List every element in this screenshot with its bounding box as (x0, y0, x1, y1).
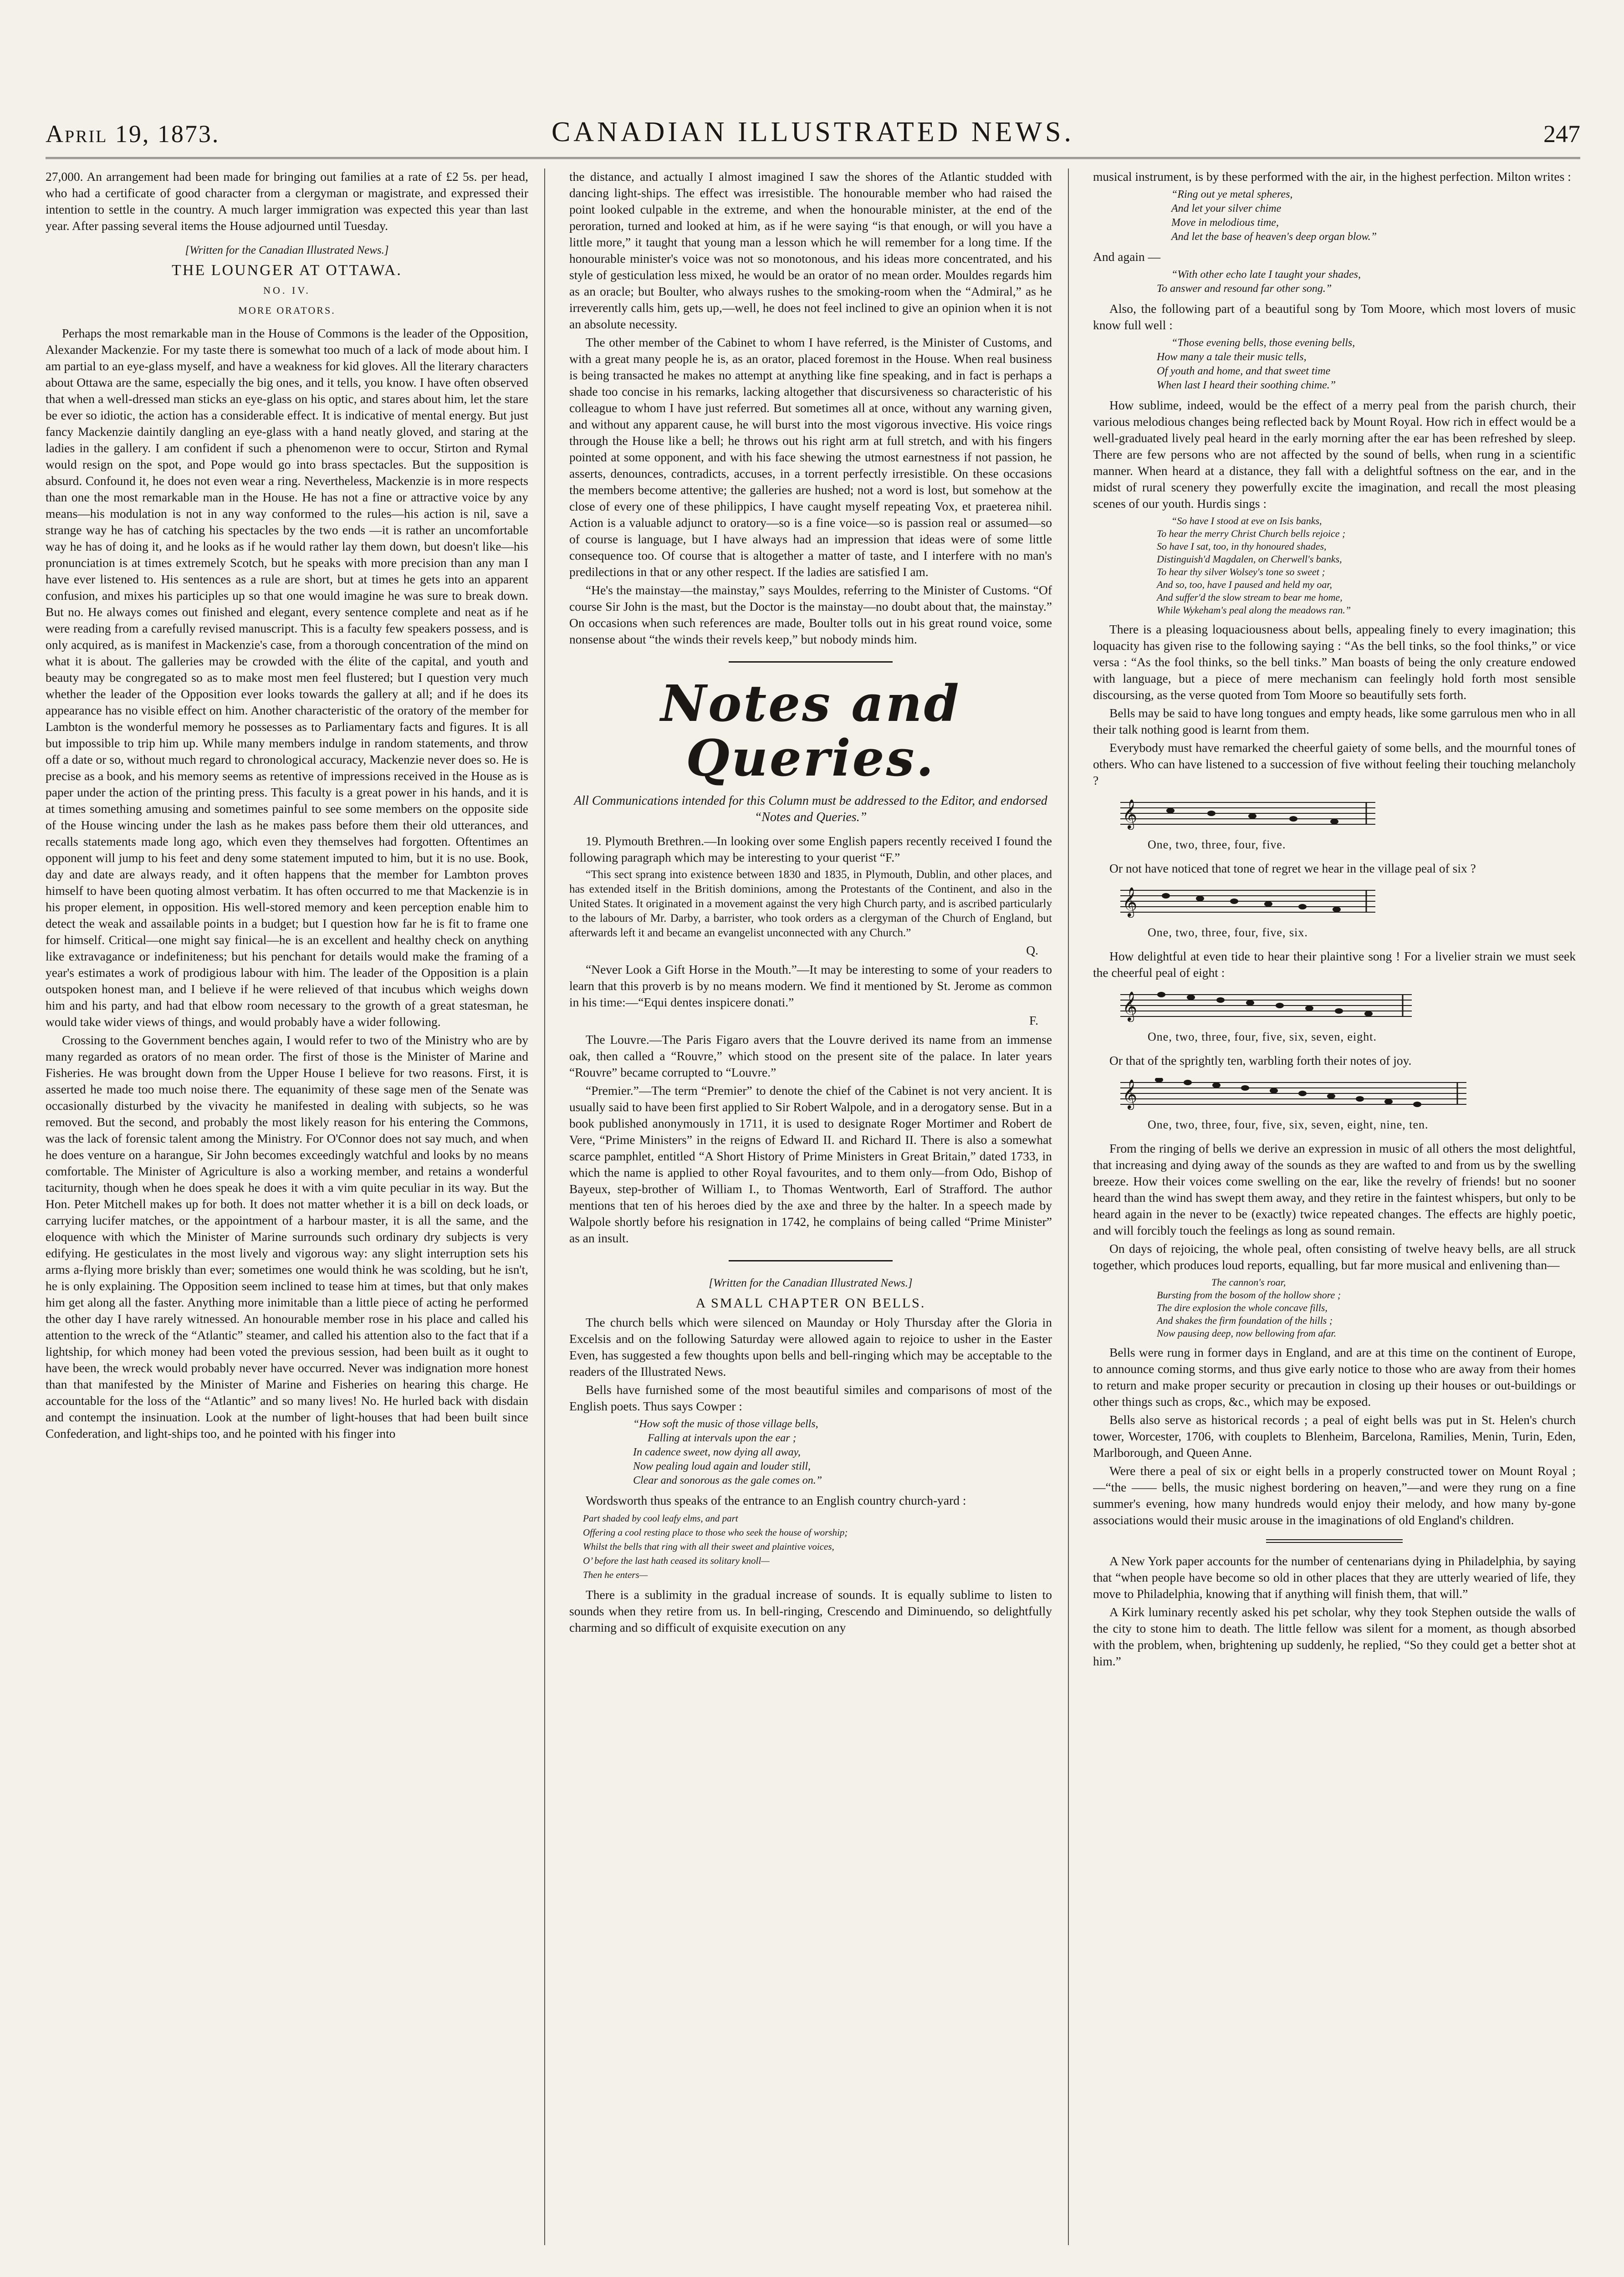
verse-line: Now pealing loud again and louder still, (633, 1460, 811, 1472)
column-2 (569, 168, 1052, 2245)
verse-line: O’ before the last hath ceased its solitary knoll— (583, 1555, 770, 1566)
verse-hurdis (1157, 515, 1576, 617)
body-paragraph: How delightful at even tide to hear their plaintive song ! For a livelier strain we must seek the cheerful peal of eight : (1093, 949, 1576, 980)
verse-line: Clear and sonorous as the gale comes on.” (633, 1475, 822, 1486)
signature: Q. (1026, 943, 1038, 957)
verse-line: Falling at intervals upon the ear ; (648, 1432, 797, 1444)
verse-line: “Ring out ye metal spheres, (1171, 189, 1293, 200)
verse-line: Part shaded by cool leafy elms, and part (583, 1513, 738, 1524)
verse-line: So have I sat, too, in thy honoured shades, (1157, 541, 1327, 552)
verse-line: To hear the merry Christ Church bells rejoice ; (1157, 528, 1346, 539)
staff-caption: One, two, three, four, five, six, seven, eight, nine, ten. (1148, 1118, 1429, 1131)
intro-paragraph: 27,000. An arrangement had been made for bringing out families at a rate of £2 5s. per head, who had a certificate of good character from a clergyman or magistrate, and expressed their intention to settle in the country. A much larger immigration was expected this year than last year. After passing several items the House adjourned until Tuesday. (46, 169, 528, 233)
verse-line: Offering a cool resting place to those who seek the house of worship; (583, 1527, 848, 1538)
section-divider (729, 661, 893, 663)
body-line: And again — (1093, 250, 1161, 264)
verse-line: And let the base of heaven's deep organ blow.” (1171, 231, 1377, 243)
body-paragraph: Bells have furnished some of the most beautiful similes and comparisons of most of the English poets. Thus says Cowper : (569, 1383, 1052, 1413)
verse-line: While Wykeham's peal along the meadows ran.” (1157, 604, 1351, 616)
body-paragraph: The church bells which were silenced on Maunday or Holy Thursday after the Gloria in Excelsis and on the following Saturday were allowed again to rejoice to usher in the Easter Even, has suggested a few thoughts upon bells and bell-ringing which may be acceptable to the readers of the Illustrated News. (569, 1315, 1052, 1378)
section-note: All Communications intended for this Column must be addressed to the Editor, and endorsed “Notes and Queries.” (574, 794, 1047, 824)
verse-line: “So have I stood at eve on Isis banks, (1171, 515, 1322, 526)
verse-line: Now pausing deep, now bellowing from afar. (1157, 1327, 1336, 1339)
article-credit: [Written for the Canadian Illustrated News.] (185, 244, 389, 256)
quoted-paragraph: “This sect sprang into existence between 1830 and 1835, in Plymouth, Dublin, and other places, and has extended itself in the British dominions, among the Protestants of the Continent, and also in the United States. It originated in a movement against the very high Church party, and is ascribed particularly to the labours of Mr. Darby, a barrister, who took orders as a clergyman of the Church of England, but afterwards left it and became an evangelist unconnected with any Church.” (569, 868, 1052, 939)
verse-line: “Those evening bells, those evening bells, (1171, 337, 1355, 349)
music-staff-ten-bells (1120, 1078, 1466, 1110)
body-paragraph: musical instrument, is by these performed with the air, in the highest perfection. Milton writes : (1093, 169, 1571, 184)
query-paragraph: The Louvre.—The Paris Figaro avers that the Louvre derived its name from an immense oak, then called a “Rouvre,” which stood on the present site of the palace. In later years “Rouvre” became corrupted to “Louvre.” (569, 1032, 1052, 1079)
page-number: 247 (1543, 120, 1580, 148)
body-paragraph: How sublime, indeed, would be the effect of a merry peal from the parish church, their various melodious changes being reflected back by Mount Royal. How rich in effect would be a well-graduated lively peal heard in the early morning after the ear has been refreshed by sleep. There are few persons who are not affected by the sound of bells, when rung in a scientific manner. When heard at a distance, they fall with a delightful softness on the ear, and in the midst of rural scenery they powerfully excite the imagination, and recall the most pleasing scenes of our youth. Hurdis sings : (1093, 398, 1576, 511)
article-title: THE LOUNGER AT OTTAWA. (172, 262, 402, 279)
verse-line: “With other echo late I taught your shades, (1171, 269, 1361, 281)
music-staff-six-bells (1120, 886, 1375, 918)
body-paragraph: Or that of the sprightly ten, warbling forth their notes of joy. (1109, 1053, 1412, 1067)
staff-caption: One, two, three, four, five, six, seven, eight. (1148, 1030, 1377, 1043)
verse-line: And let your silver chime (1171, 203, 1282, 214)
column-rule (544, 168, 545, 2245)
body-paragraph: Crossing to the Government benches again, I would refer to two of the Ministry who are by many regarded as orators of no mean order. The first of those is the Minister of Marine and Fisheries. He was brought down from the Upper House I believe for two reasons. First, it is asserted he made too much noise there. The equanimity of these sage men of the Senate was occasionally disturbed by the vivacity he manifested in dealing with subjects, so he was removed. But the second, and probably the most likely reason for his entering the Commons, was the lack of forensic talent among the Ministry. For O'Connor does not say much, and when he does venture on a harangue, Sir John becomes exceedingly watchful and looks by no means comfortable. The Minister of Agriculture is also a working member, and retains a wonderful taciturnity, though when he does speak he does it with a vim quite peculiar in its way. But the Hon. Peter Mitchell makes up for both. It does not matter whether it is a bill on deck loads, or carrying lucifer matches, or the appointment of a harbour master, it is all the same, and the eloquence with which the Minister of Marine surrounds such ordinary dry subjects is very edifying. He gesticulates in the most lively and vigorous way: any slight interruption sets his arms a-flying more briskly than ever; sometimes one would think he was scolding, but he isn't, he is only explaining. The Opposition seem inclined to tease him at times, but that only makes him get along all the faster. Anything more inimitable than a little piece of acting he performed the other day I have rarely witnessed. An honourable member rose in his place and called his attention to the wreck of the “Atlantic” steamer, and called his attention also to the fact that if a lightship, for which money had been voted the previous session, had been built as it ought to have been, the wreck would probably never have occurred. Never was indignation more honest than that manifested by the Minister of Marine and Fisheries on hearing this charge. He accountable for the loss of the “Atlantic” and so many lives! No. He hurled back with disdain and contempt the insinuation. Look at the number of light-houses that had been built since Confederation, and light-ships too, and he pointed with his finger into (46, 1033, 528, 1440)
header-date: April 19, 1873. (46, 120, 220, 148)
music-staff-five-bells (1120, 798, 1375, 830)
body-paragraph: A Kirk luminary recently asked his pet scholar, why they took Stephen outside the walls of the city to stone him to death. The little fellow was silent for a moment, as though absorbed with the problem, when, brightening up suddenly, he replied, “So they could get a better shot at him.” (1093, 1605, 1576, 1668)
svg-text:𝄞: 𝄞 (1122, 1079, 1138, 1109)
staff-caption: One, two, three, four, five, six. (1148, 926, 1308, 939)
body-paragraph: A New York paper accounts for the number of centenarians dying in Philadelphia, by saying that “when people have become so old in other places that they are utterly wearied of life, they move to Philadelphia, knowing that if anything will finish them, that will.” (1093, 1554, 1576, 1601)
verse-line: Distinguish'd Magdalen, on Cherwell's banks, (1157, 553, 1342, 565)
verse-line: Whilst the bells that ring with all their sweet and plaintive voices, (583, 1541, 834, 1552)
verse-line: Bursting from the bosom of the hollow shore ; (1157, 1289, 1341, 1301)
body-paragraph: Bells were rung in former days in England, and are at this time on the continent of Europe, to announce coming storms, and thus give early notice to those who are away from their homes to return and make proper security or precaution in closing up their houses or out-buildings or other things such as crops, &c., which may be exposed. (1093, 1345, 1576, 1409)
article-number: NO. IV. (263, 285, 311, 296)
body-paragraph: Everybody must have remarked the cheerful gaiety of some bells, and the mournful tones of others. Who can have listened to a succession of five without feeling their touching melancholy ? (1093, 740, 1576, 787)
column-rule (1068, 168, 1069, 2245)
verse-line: And suffer'd the slow stream to bear me home, (1157, 592, 1343, 603)
article-subtitle: MORE ORATORS. (238, 305, 336, 316)
verse-line: How many a tale their music tells, (1157, 351, 1307, 363)
article-title: A SMALL CHAPTER ON BELLS. (695, 1296, 926, 1311)
verse-line: And so, too, have I paused and held my oar, (1157, 579, 1332, 590)
verse-line: And shakes the firm foundation of the hills ; (1157, 1315, 1333, 1326)
staff-caption: One, two, three, four, five. (1148, 838, 1286, 851)
page-header (46, 116, 1580, 159)
body-paragraph: Bells may be said to have long tongues and empty heads, like some garrulous men who in all their talk nothing good is learnt from them. (1093, 706, 1576, 736)
svg-text:𝄞: 𝄞 (1122, 991, 1138, 1021)
masthead-title: CANADIAN ILLUSTRATED NEWS. (551, 117, 1075, 148)
verse-line: To answer and resound far other song.” (1157, 283, 1332, 295)
body-paragraph: Also, the following part of a beautiful song by Tom Moore, which most lovers of music know full well : (1093, 301, 1576, 332)
svg-text:𝄞: 𝄞 (1122, 887, 1138, 917)
verse-line: “How soft the music of those village bells, (633, 1418, 818, 1430)
body-paragraph: There is a pleasing loquaciousness about bells, appealing finely to every imagination; this loquacity has given rise to the following saying : “As the bell tinks, so the fool thinks,” or vice versa : “As the fool thinks, so the bell tinks.” Man boasts of being the only creature endowed with language, but a piece of mere mechanism can feelingly hold forth most sensible discoursing, as the verse quoted from Tom Moore so beautifully sets forth. (1093, 622, 1576, 702)
verse-wordsworth (583, 1511, 1052, 1582)
body-paragraph: Perhaps the most remarkable man in the House of Commons is the leader of the Opposition, Alexander Mackenzie. For my taste there is somewhat too much of a lack of mode about him. I am partial to an eye-glass myself, and have a weakness for kid gloves. All the literary characters about Ottawa are the same, especially the big ones, and it tells, you know. I have often observed that when a well-dressed man sticks an eye-glass on his optic, and stares about him, let the stare be ever so idiotic, the action has a considerable effect. It is indicative of mental energy. But just fancy Mackenzie daintily dangling an eye-glass with a hand neatly gloved, and staring at the ladies in the gallery. I am confident if such a phenomenon were to occur, Stirton and Rymal would resign on the spot, and Pope would go into brass spectacles. But the supposition is absurd. Confound it, he does not even wear a ring. Nevertheless, Mackenzie is in more respects than one the most remarkable man in the House. He has not a fine or attractive voice by any means—his modulation is not in any way conformed to the rules—his action is nil, save a strange way he has of catching his spectacles by the two ends —it is rather an uncomfortable way he has of doing it, and he looks as if he would rather lay them down, but doesn't like—his pronunciation is at times extremely Scotch, but he speaks with more precision than any man I have ever listened to. His sentences as a rule are short, but at times he gets into an apparent confusion, and mixes his participles up so that one would imagine he was sure to break down. But no. He always comes out finished and elegant, every sentence complete and neat as if he were reading from a carefully revised manuscript. This is a faculty few speakers possess, and is only acquired, as is manifest in Mackenzie's case, from a thorough concentration of the mind on what it is about. The galleries may be crowded with the élite of the capital, and youth and beauty may be congregated so as to make most men feel flustered; but I question very much whether the leader of the Opposition ever looks towards the gallery at all; and if he does its appearance has no visible effect on him. Another characteristic of the oratory of the member for Lambton is the wonderful memory he possesses as to Parliamentary facts and figures. It is all but impossible to trip him up. While many members indulge in random statements, and throw off a date or so, without much regard to chronological accuracy, Mackenzie never does so. He is precise as a book, and his memory seems as retentive of impressions received in the House as is paper under the action of the printing press. This faculty is a great power in his hands, and it is at times something amusing and sometimes painful to see some members on the opposite side of the House wincing under the lash as he makes pass before them their old utterances, and recalls statements made long ago, which even they themselves had forgotten. Oftentimes an opponent will jump to his feet and deny some statement imputed to him, but it is no use. Book, day and date are always ready, and it often happens that the member for Lambton proves himself to have been quoting almost verbatim. It has often occurred to me that Mackenzie is in his proper element, in opposition. His well-stored memory and keen perception enable him to detect the weak and assailable points in a budget; but I question how far he is fit to frame one for himself. Critical—one might say finical—he is an excellent and healthy check on anything like extravagance or indefiniteness; but his penchant for details would make the framing of a year's estimates a work of prodigious labour with him. The leader of the Opposition is a plain outspoken honest man, and I believe if he were relieved of that incubus which weighs down him and his party, and had that elbow room necessary to the growth of a great statesman, he would take wider views of things, and would probably have a wider following. (46, 326, 528, 1029)
verse-cannon (1157, 1276, 1576, 1340)
verse-line: To hear thy silver Wolsey's tone so sweet ; (1157, 566, 1325, 577)
body-paragraph: Were there a peal of six or eight bells in a properly constructed tower on Mount Royal ;—“the —— bells, the music nighest bordering on heaven,”—and were they rung on a fine summer's evening, how many hundreds would enjoy their melody, and how many by-gone associations would their music arouse in the imaginations of old England's children. (1093, 1464, 1576, 1527)
body-paragraph: Wordsworth thus speaks of the entrance to an English country church-yard : (586, 1493, 966, 1507)
query-paragraph: “Premier.”—The term “Premier” to denote the chief of the Cabinet is not very ancient. It is usually said to have been first applied to Sir Robert Walpole, and in a derogatory sense. But in a book published anonymously in 1711, it is used to designate Roger Mortimer and Robert de Vere, “Prime Ministers” in the reigns of Edward II. and Richard II. There is also a somewhat scarce pamphlet, entitled “A Short History of Prime Ministers in Great Britain,” dated 1733, in which the name is applied to other Royal favourites, and to them only—from Odo, Bishop of Bayeux, step-brother of William I., to Thomas Wentworth, Earl of Strafford. The author mentions that ten of his heroes died by the axe and three by the halter. In a speech made by Walpole shortly before his resignation in 1742, he complains of being called “Prime Minister” as an insult. (569, 1083, 1052, 1245)
query-paragraph: 19. Plymouth Brethren.—In looking over some English papers recently received I found the following paragraph which may be interesting to your querist “F.” (569, 834, 1052, 864)
body-paragraph: Bells also serve as historical records ; a peal of eight bells was put in St. Helen's church tower, Worcester, 1706, with couplets to Blenheim, Barcelona, Ramilies, Menin, Turin, Eden, Marlborough, and Queen Anne. (1093, 1413, 1576, 1460)
body-paragraph: The other member of the Cabinet to whom I have referred, is the Minister of Customs, and with a great many people he is, as an orator, placed foremost in the House. When real business is being transacted he makes no attempt at anything like fine speaking, and in fact is perhaps a shade too concise in his remarks, lacking altogether that discursiveness so characteristic of his colleague to whom I have just referred. But sometimes all at once, without any warning given, and without any apparent cause, he will burst into the most vigorous invective. His voice rings through the House like a bell; he throws out his right arm at full stretch, and with his fingers pointed at some opponent, and with his face shewing the utmost earnestness if not passion, he asserts, denounces, contradicts, accuses, in a torrent perfectly irresistible. On these occasions the members become attentive; the galleries are hushed; not a word is lost, but somehow at the close of every one of these philippics, I have caught myself repeating Vox, et praeterea nihil. Action is a valuable adjunct to oratory—so is a fine voice—so is passion real or assumed—so of course is language, but I have always had an impression that ideas were of some little consequence too. Of course that is altogether a matter of taste, and I interfere with no man's predilections in that or any other respect. If the ladies are satisfied I am. (569, 335, 1052, 579)
verse-line: The cannon's roar, (1211, 1276, 1286, 1288)
body-paragraph: “He's the mainstay—the mainstay,” says Mouldes, referring to the Minister of Customs. “Of course Sir John is the mast, but the Doctor is the mainstay—no doubt about that, the mainstay.” On occasions when such references are made, Boulter tolls out in his great round voice, some nonsense about “the winds their revels keep,” but nobody minds him. (569, 583, 1052, 646)
signature: F. (1029, 1013, 1038, 1027)
section-divider (729, 1260, 893, 1261)
verse-moore (1157, 336, 1576, 393)
body-paragraph: There is a sublimity in the gradual increase of sounds. It is equally sublime to listen to sounds when they retire from us. In bell-ringing, Crescendo and Diminuendo, so delightfully charming and so difficult of exquisite execution on any (569, 1588, 1052, 1634)
article-credit: [Written for the Canadian Illustrated News.] (709, 1277, 913, 1289)
section-title-notes-queries: Notes and Queries. (660, 674, 961, 787)
body-paragraph: the distance, and actually I almost imagined I saw the shores of the Atlantic studded with dancing light-ships. The effect was irresistible. The honourable member who had raised the point looked culpable in the extreme, and when the honourable minister, at the end of the peroration, turned and looked at him, as if he were saying “is that enough, or will you have a little more,” it taught that young man a lesson which he will remember for a long time. If the honourable minister's voice was not so monotonous, and his ideas more concentrated, and his style of gesticulation less mixed, he would be an orator of no mean order. Mouldes regards him as an oracle; but Boulter, who always rushes to the smoking-room when the “Admiral,” as he irreverently calls him, gets up,—well, he does not feel inclined to give an opinion when it is not an absolute necessity. (569, 169, 1052, 331)
verse-milton-2 (1157, 268, 1576, 296)
column-3 (1093, 168, 1576, 2245)
verse-line: The dire explosion the whole concave fills, (1157, 1302, 1328, 1313)
body-paragraph: Or not have noticed that tone of regret we hear in the village peal of six ? (1109, 861, 1476, 875)
svg-text:𝄞: 𝄞 (1122, 799, 1138, 829)
verse-line: When last I heard their soothing chime.” (1157, 379, 1336, 391)
query-paragraph: “Never Look a Gift Horse in the Mouth.”—It may be interesting to some of your readers to learn that this proverb is by no means modern. We find it mentioned by St. Jerome as common in his time:—“Equi dentes inspicere donati.” (569, 962, 1052, 1009)
column-1 (46, 168, 528, 2245)
music-staff-eight-bells (1120, 990, 1412, 1022)
body-paragraph: From the ringing of bells we derive an expression in music of all others the most delightful, that increasing and dying away of the sounds as they are wafted to and from us by the swelling breeze. How their voices come swelling on the ear, like the revelry of friends! but no sooner heard than the wind has swept them away, and they retire in the faintest whispers, but only to be heard again in the never to be (exactly) twice repeated changes. The effects are highly poetic, and will forcibly touch the feelings as long as sound remain. (1093, 1141, 1576, 1237)
verse-milton-1 (1157, 188, 1576, 244)
body-paragraph: On days of rejoicing, the whole peal, often consisting of twelve heavy bells, are all struck together, which produces loud reports, equalling, but far more musical and enlivening than— (1093, 1241, 1576, 1272)
verse-cowper (633, 1417, 1052, 1488)
verse-line: In cadence sweet, now dying all away, (633, 1446, 801, 1458)
verse-line: Then he enters— (583, 1569, 648, 1580)
section-divider (1266, 1539, 1403, 1543)
verse-line: Move in melodious time, (1171, 217, 1279, 229)
verse-line: Of youth and home, and that sweet time (1157, 365, 1331, 377)
